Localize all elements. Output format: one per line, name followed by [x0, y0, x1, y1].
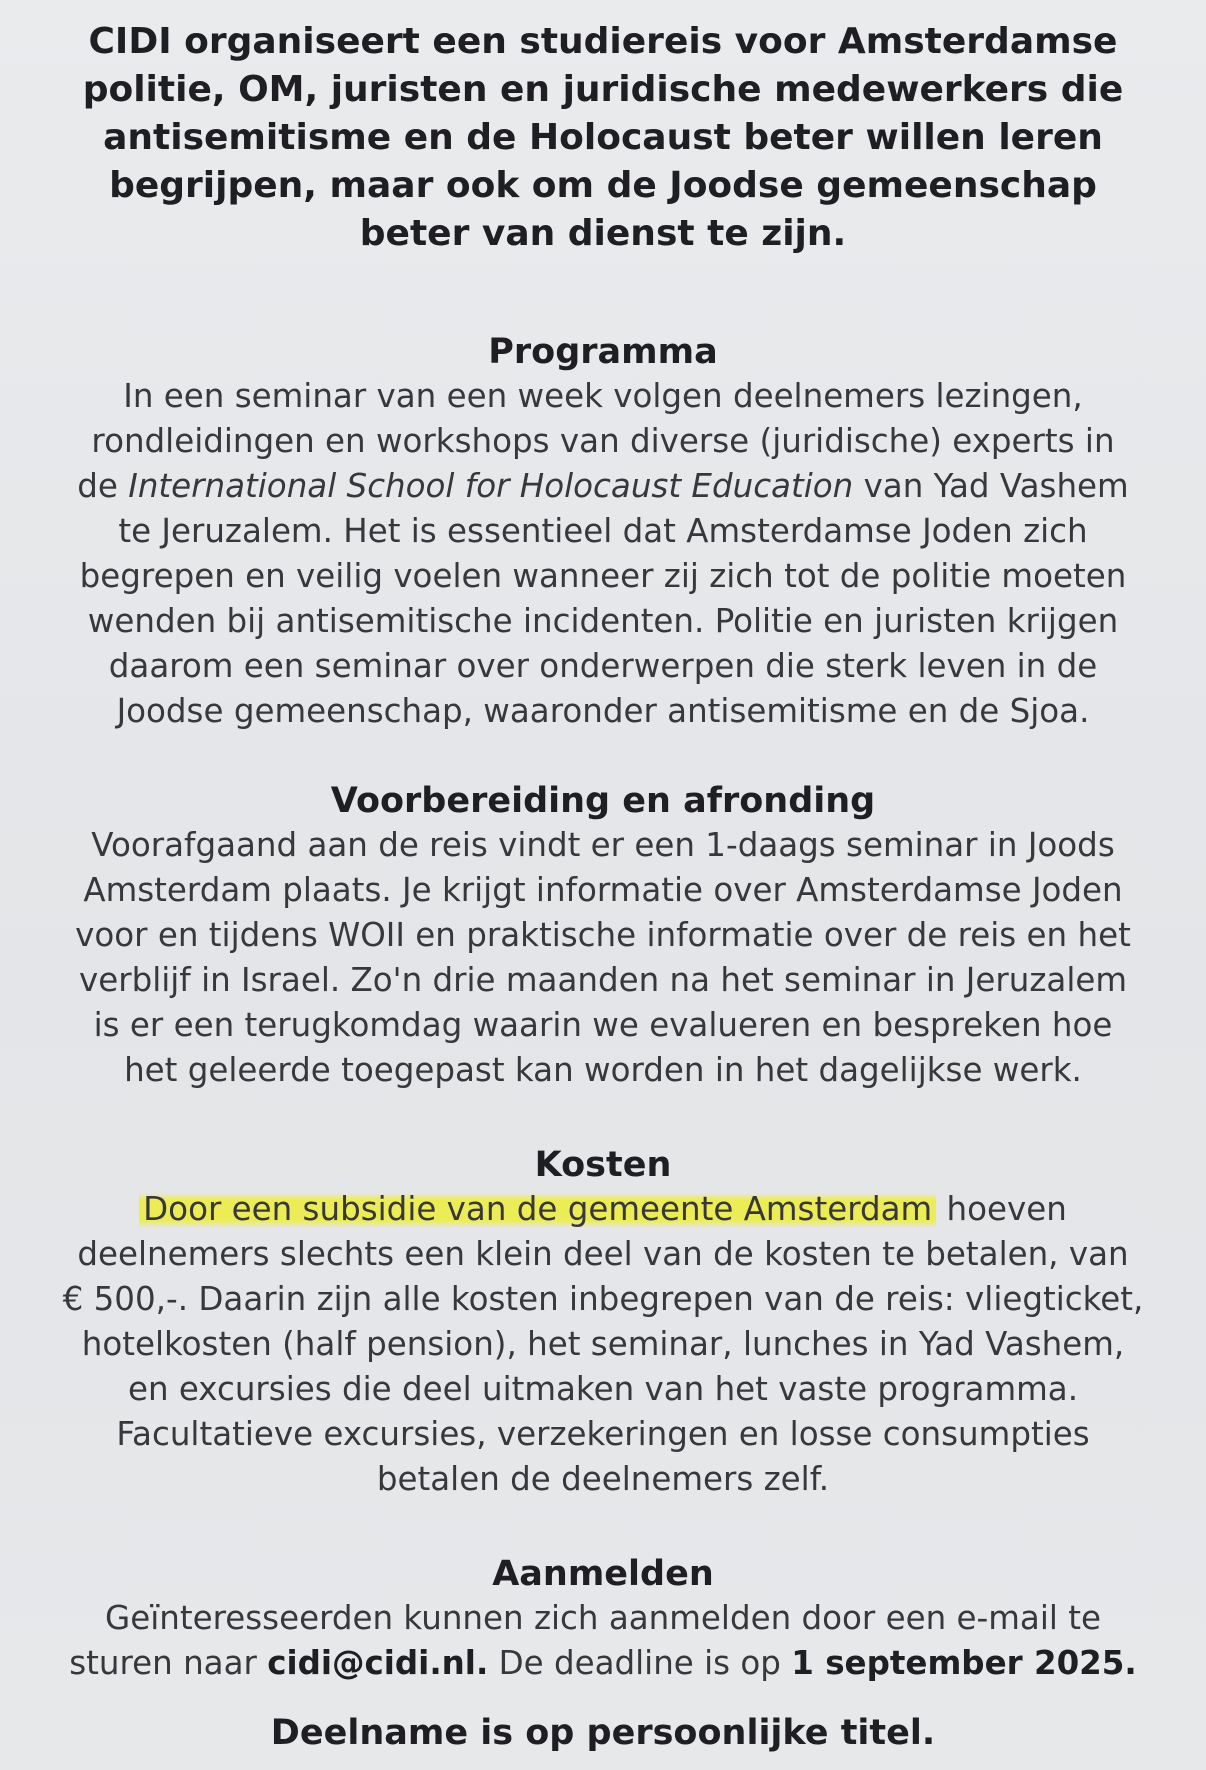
kosten-heading: Kosten [534, 1145, 672, 1185]
voorbereiding-line: Voorafgaand aan de reis vindt er een 1-daags seminar in Joods [91, 826, 1115, 864]
kosten-line: en excursies die deel uitmaken van het vaste programma. [127, 1370, 1079, 1408]
programma-line: In een seminar van een week volgen deelnemers lezingen, [123, 377, 1083, 415]
kosten-line: betalen de deelnemers zelf. [376, 1460, 830, 1498]
intro-line: beter van dienst te zijn. [359, 213, 847, 254]
footer-note: Deelname is op persoonlijke titel. [270, 1713, 936, 1753]
programma-line-prefix: de [77, 467, 129, 505]
voorbereiding-line: verblijf in Israel. Zo'n drie maanden na het seminar in Jeruzalem [78, 961, 1127, 999]
section-programma [40, 330, 1166, 734]
voorbereiding-line: is er een terugkomdag waarin we evalueren en bespreken hoe [93, 1006, 1113, 1044]
aanmelden-heading: Aanmelden [492, 1554, 714, 1594]
voorbereiding-line: Amsterdam plaats. Je krijgt informatie over Amsterdamse Joden [83, 871, 1123, 909]
email-address: cidi@cidi.nl. [267, 1644, 489, 1682]
programma-line: daarom een seminar over onderwerpen die sterk leven in de [108, 647, 1098, 685]
programma-line-suffix: van Yad Vashem [853, 467, 1129, 505]
voorbereiding-body [40, 823, 1166, 1093]
aanmelden-line: Geïnteresseerden kunnen zich aanmelden door een e-mail te [105, 1599, 1101, 1637]
programma-line: te Jeruzalem. Het is essentieel dat Amsterdamse Joden zich [118, 512, 1088, 550]
kosten-body [40, 1187, 1166, 1502]
kosten-line: deelnemers slechts een klein deel van de kosten te betalen, van [77, 1235, 1129, 1273]
intro-line: CIDI organiseert een studiereis voor Amsterdamse [88, 21, 1118, 62]
school-name: International School for Holocaust Education [128, 467, 854, 505]
voorbereiding-heading: Voorbereiding en afronding [330, 781, 876, 821]
section-aanmelden [40, 1552, 1166, 1686]
deadline-date: 1 september 2025. [791, 1644, 1137, 1682]
highlighted-text: Door een subsidie van de gemeente Amsterdam [139, 1190, 936, 1228]
aanmelden-body [40, 1596, 1166, 1686]
aanmelden-line-middle: De deadline is op [488, 1644, 792, 1682]
programma-line [40, 464, 1166, 509]
intro-line: politie, OM, juristen en juridische medewerkers die [82, 69, 1124, 110]
programma-body [40, 374, 1166, 734]
section-voorbereiding [40, 779, 1166, 1093]
voorbereiding-line: het geleerde toegepast kan worden in het dagelijkse werk. [124, 1051, 1082, 1089]
kosten-line [40, 1187, 1166, 1232]
aanmelden-line [40, 1641, 1166, 1686]
intro-paragraph [40, 18, 1166, 258]
kosten-line: hotelkosten (half pension), het seminar, lunches in Yad Vashem, [81, 1325, 1125, 1363]
kosten-line: Facultatieve excursies, verzekeringen en losse consumpties [116, 1415, 1090, 1453]
programma-line: Joodse gemeenschap, waaronder antisemitisme en de Sjoa. [116, 692, 1090, 730]
intro-line: antisemitisme en de Holocaust beter willen leren [103, 117, 1103, 158]
voorbereiding-line: voor en tijdens WOII en praktische informatie over de reis en het [75, 916, 1131, 954]
kosten-line-rest: hoeven [936, 1190, 1067, 1228]
programma-heading: Programma [488, 332, 718, 372]
section-kosten [40, 1143, 1166, 1502]
intro-line: begrijpen, maar ook om de Joodse gemeenschap [109, 165, 1097, 206]
programma-line: rondleidingen en workshops van diverse (juridische) experts in [91, 422, 1115, 460]
kosten-line: € 500,-. Daarin zijn alle kosten inbegrepen van de reis: vliegticket, [62, 1280, 1144, 1318]
programma-line: wenden bij antisemitische incidenten. Politie en juristen krijgen [87, 602, 1119, 640]
aanmelden-line-prefix: sturen naar [69, 1644, 268, 1682]
programma-line: begrepen en veilig voelen wanneer zij zich tot de politie moeten [79, 557, 1127, 595]
